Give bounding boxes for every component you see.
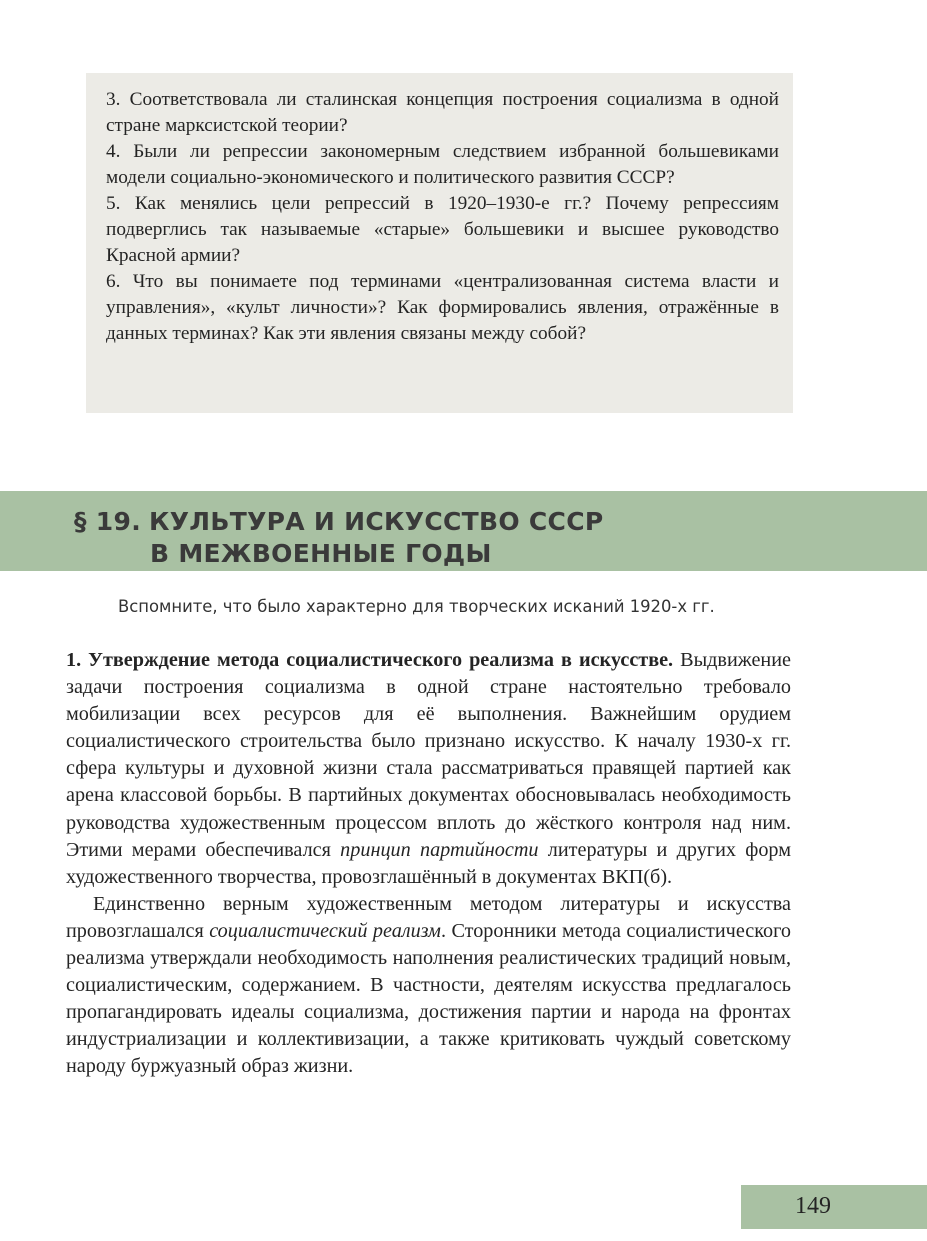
recall-prompt: Вспомните, что было характерно для творческих исканий 1920-х гг. [118, 597, 715, 616]
paragraph-1-heading: 1. Утверждение метода социалистического реализма в искусстве. [66, 649, 674, 671]
question-6: 6. Что вы понимаете под терминами «централизованная система власти и управления», «культ личности»? Как формировались явления, отражённые в данных терминах? Как эти явления связаны между собой? [106, 271, 779, 344]
paragraph-2-text-a: Единственно верным художественным методом литературы и искусства провозглашался [66, 892, 791, 942]
question-4: 4. Были ли репрессии закономерным следствием избранной большевиками модели социально-экономического и политического развития СССР? [106, 141, 779, 188]
question-5: 5. Как менялись цели репрессий в 1920–1930-е гг.? Почему репрессиям подверглись так называемые «старые» большевики и высшее руководство Красной армии? [106, 193, 779, 266]
paragraph-2-text-b: . Сторонники метода социалистического реализма утверждали необходимость наполнения реалистических традиций новым, социалистическим, содержанием. В частности, деятелям искусства предлагалось пропагандировать идеалы социализма, достижения партии и народа на фронтах индустриализации и коллективизации, а также критиковать чуждый советскому народу буржуазный образ жизни. [66, 919, 791, 1078]
term-socialist-realism: социалистический реализм [209, 919, 441, 942]
review-questions-box [86, 73, 793, 413]
question-3: 3. Соответствовала ли сталинская концепция построения социализма в одной стране марксистской теории? [106, 89, 779, 136]
section-title [74, 506, 603, 570]
paragraph-1 [66, 647, 791, 891]
paragraph-1-text-a: Выдвижение задачи построения социализма в одной стране настоятельно требовало мобилизации всех ресурсов для её выполнения. Важнейшим орудием социалистического строительства было признано искусство. К началу 1930-х гг. сфера культуры и духовной жизни стала рассматриваться правящей партией как арена классовой борьбы. В партийных документах обосновывалась необходимость руководства художественным процессом вплоть до жёсткого контроля над ним. Этими мерами обеспечивался [66, 649, 791, 861]
body-text [66, 647, 791, 1081]
term-partiynost: принцип партийности [340, 838, 539, 861]
section-title-line2: В МЕЖВОЕННЫЕ ГОДЫ [150, 539, 492, 568]
page-number-tab [741, 1185, 927, 1229]
page-number: 149 [795, 1193, 831, 1219]
paragraph-1-text-b: литературы и других форм художественного творчества, провозглашённый в документах ВКП(б). [66, 838, 791, 888]
section-title-line1: КУЛЬТУРА И ИСКУССТВО СССР [149, 507, 604, 536]
section-sign: § 19. [74, 507, 141, 536]
paragraph-2 [66, 891, 791, 1081]
